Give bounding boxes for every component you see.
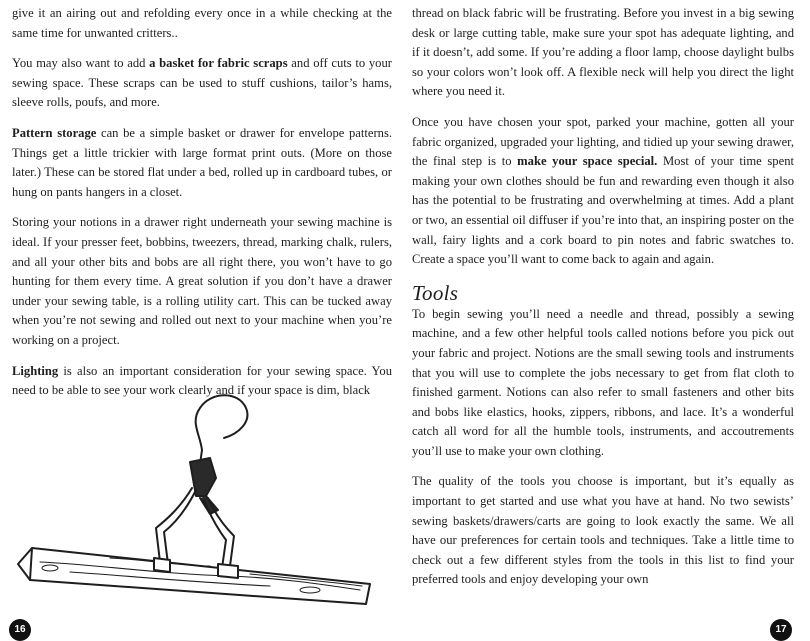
- paragraph-tool-quality: The quality of the tools you choose is important, but it’s equally as important to get started and use what you have at hand. No two sewists’ sewing baskets/drawers/carts are going to look exactly the same. We all have our preferences for certain tools and techniques. Take a little time to check out a few different styles from the tools in this list to find your preferred tools and enjoy developing your own: [412, 474, 794, 587]
- paragraph-black-thread: thread on black fabric will be frustrating. Before you invest in a big sewing desk or large cutting table, make sure your spot has adequate lighting, and if it doesn’t, add some. If you’re adding a floor lamp, choose daylight bulbs so your colors won’t look off. A flexible neck will help you direct the light where you need it.: [412, 6, 794, 99]
- paragraph-pattern-storage: [12, 124, 392, 202]
- text: Once you have chosen your spot, parked your machine, gotten all your fabric organized, upgraded your lighting, and tidied up your sewing drawer, the final step is to: [412, 114, 794, 169]
- bold-lighting: Lighting: [12, 363, 59, 378]
- text: You may also want to add: [12, 56, 150, 71]
- hanger-wire-left: [156, 488, 192, 562]
- text: Most of your time spent making your own clothes should be fun and rewarding even though it also has the potential to be frustrating and overwhelming at times. Add a plant or two, an essential oil diffuser if you’re into that, an inspiring poster on the wall, fairy lights and a cork board to pin notes and fabric swatches to. Create a space you’ll want to come back to again and again.: [412, 154, 794, 267]
- page-number-right: 17: [770, 619, 792, 641]
- bold-make-space-special: make your space special.: [517, 154, 658, 169]
- hanger-wooden-bar: [18, 548, 370, 604]
- section-title-tools: Tools: [412, 280, 459, 305]
- paragraph-notions-intro: To begin sewing you’ll need a needle and thread, possibly a sewing machine, and a few other helpful tools called notions before you pick out your fabric and project. Notions are the small sewing tools and instruments that you will use to complete the jobs necessary to get from flat cloth to finished garment. Notions can also refer to small fasteners and other bits and bobs like elastics, hooks, zippers, ribbons, and lace. It’s a wonderful catch all word for all the humble tools, instruments, and accoutrements you’ll use to make your own clothing.: [412, 306, 794, 458]
- text: is also an important consideration for your sewing space. You need to be able to see your work clearly and if your space is dim, black: [12, 363, 392, 398]
- text: and off cuts to your sewing space. These scraps can be used to stuff cushions, tailor’s hams, sleeve rolls, poufs, and more.: [12, 56, 392, 110]
- bold-fabric-scraps: a basket for fabric scraps: [149, 56, 288, 71]
- page-number-left: 16: [9, 619, 31, 641]
- hanger-clip: [190, 458, 216, 496]
- hanger-hook: [196, 395, 248, 450]
- bold-pattern-storage: Pattern storage: [12, 125, 97, 140]
- paragraph-airing-out: give it an airing out and refolding every once in a while checking at the same time for unwanted critters..: [12, 6, 392, 40]
- paragraph-fabric-scraps: [12, 54, 392, 113]
- left-page: [12, 4, 392, 412]
- paragraph-notions-drawer: Storing your notions in a drawer right underneath your sewing machine is ideal. If your presser feet, bobbins, tweezers, thread, marking chalk, rulers, and all your other bits and bobs are all right there, you won’t have to go hunting for them every time. A great solution if you don’t have a drawer under your sewing table, is a rolling utility cart. This can be tucked away when you’re not sewing and rolled out next to your machine when you’re working on a project.: [12, 215, 392, 347]
- paragraph-make-space-special: [412, 113, 794, 270]
- pants-hanger-illustration: [10, 378, 390, 610]
- pants-hanger-icon: [10, 378, 390, 610]
- right-page: [412, 4, 794, 601]
- text: can be a simple basket or drawer for envelope patterns. Things get a little trickier with large format print outs. (More on those later.) These can be stored flat under a bed, rolled up in cardboard tubes, or hung on pants hangers in a closet.: [12, 125, 392, 199]
